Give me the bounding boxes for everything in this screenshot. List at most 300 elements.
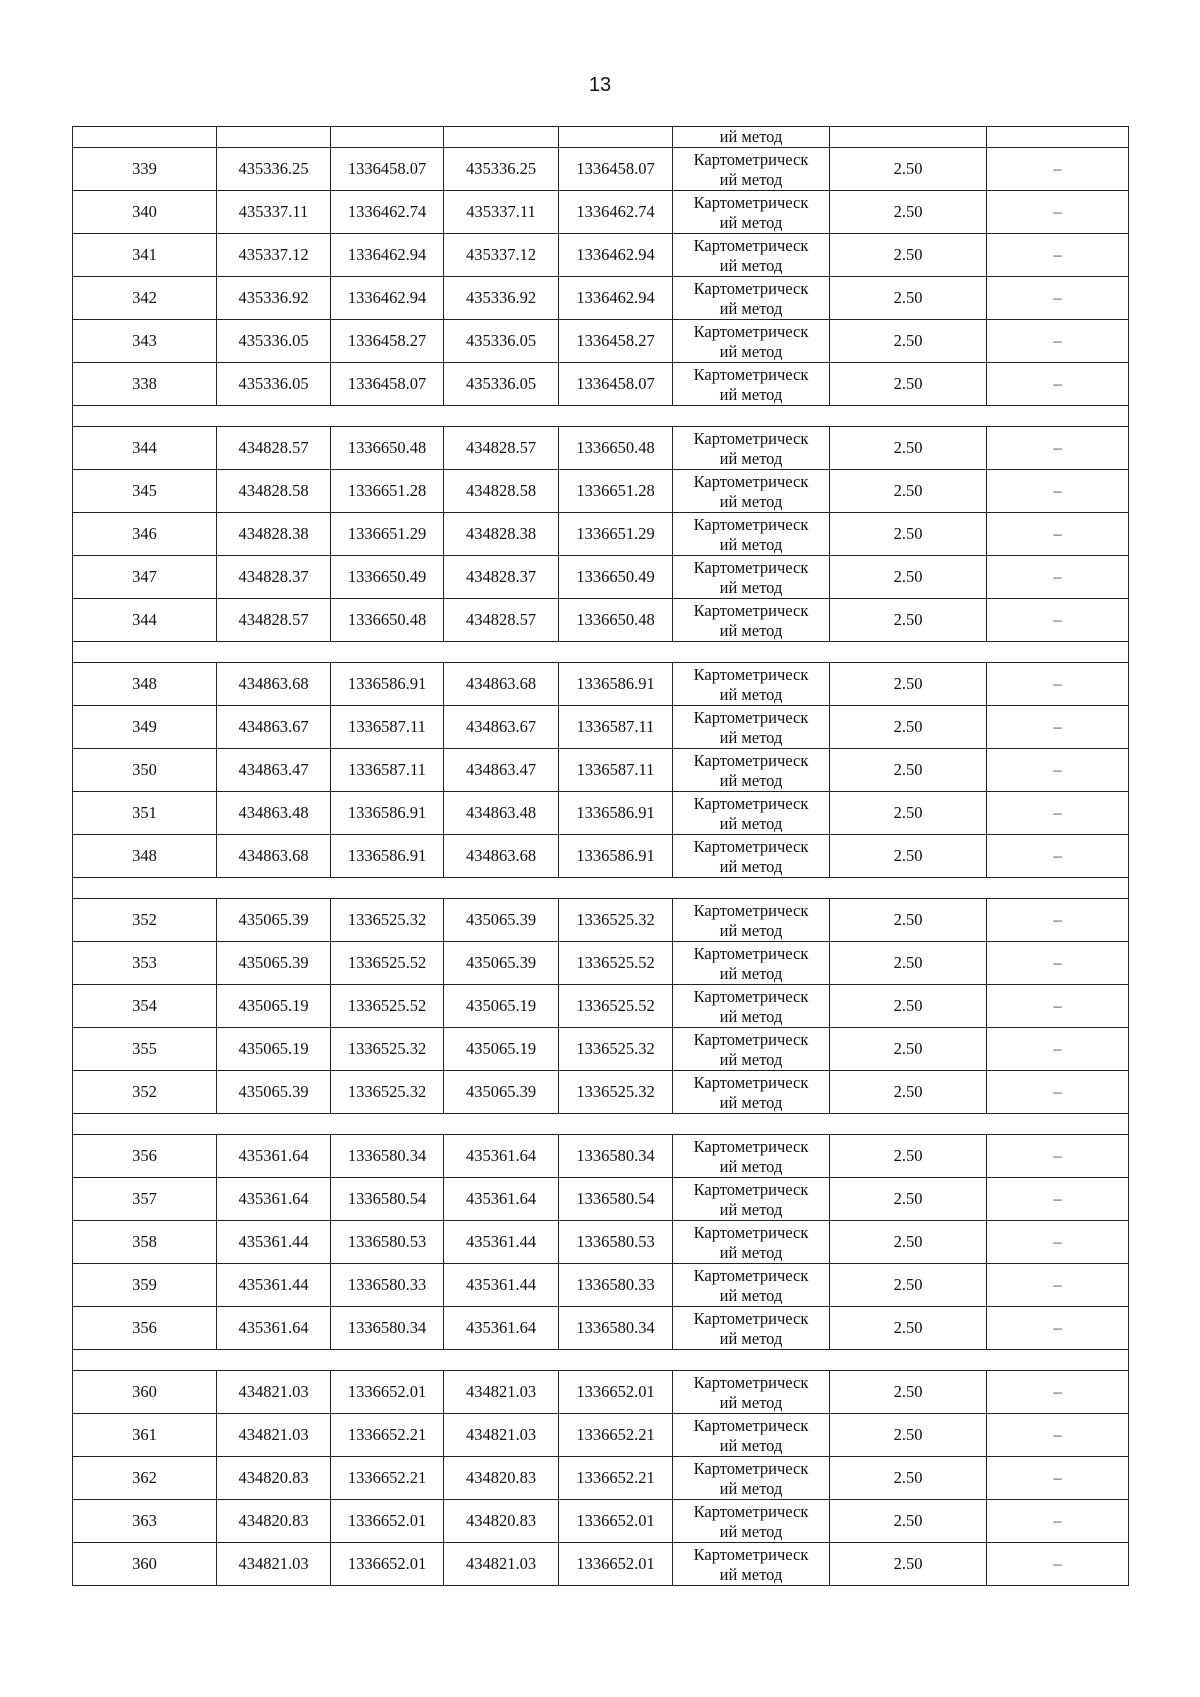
method-line-1: Картометрическ <box>693 192 809 212</box>
method-line-1: Картометрическ <box>693 986 809 1006</box>
cell-accuracy: 2.50 <box>830 470 987 513</box>
cell-note: – <box>987 320 1129 363</box>
method-line-1: Картометрическ <box>693 1222 809 1242</box>
cell-accuracy: 2.50 <box>830 148 987 191</box>
method-line-1: Картометрическ <box>693 278 809 298</box>
cell-x2: 435065.39 <box>444 942 559 985</box>
cell-method <box>673 899 830 942</box>
cell-x1: 434821.03 <box>217 1414 331 1457</box>
group-separator-row <box>73 878 1129 899</box>
cell-y1: 1336586.91 <box>331 835 444 878</box>
cell-x2: 434828.38 <box>444 513 559 556</box>
method-line-1: Картометрическ <box>693 943 809 963</box>
method-line-1: Картометрическ <box>693 793 809 813</box>
cell-x2: 434863.68 <box>444 835 559 878</box>
cell-y1: 1336652.01 <box>331 1371 444 1414</box>
method-line-1: Картометрическ <box>693 1372 809 1392</box>
cell-y2: 1336651.28 <box>559 470 673 513</box>
cell-accuracy: 2.50 <box>830 1414 987 1457</box>
cell-method <box>673 599 830 642</box>
cell-y2: 1336462.74 <box>559 191 673 234</box>
cell-point: 348 <box>73 835 217 878</box>
method-line-1: Картометрическ <box>693 364 809 384</box>
cell-note: – <box>987 556 1129 599</box>
cell-x2: 434820.83 <box>444 1457 559 1500</box>
cell-x2: 435337.12 <box>444 234 559 277</box>
cell-x1: 434863.47 <box>217 749 331 792</box>
cell-x1: 434863.68 <box>217 663 331 706</box>
method-line-1: Картометрическ <box>693 1072 809 1092</box>
table-row <box>73 985 1129 1028</box>
method-line-2: ий метод <box>719 1564 783 1584</box>
cell-point: 358 <box>73 1221 217 1264</box>
cell-x2: 434863.68 <box>444 663 559 706</box>
cell-y2: 1336462.94 <box>559 234 673 277</box>
cell-accuracy: 2.50 <box>830 942 987 985</box>
cell-x2: 435361.64 <box>444 1135 559 1178</box>
method-line-2: ий метод <box>719 534 783 554</box>
method-line-2: ий метод <box>719 341 783 361</box>
cell-accuracy: 2.50 <box>830 1264 987 1307</box>
cell-x2: 435336.92 <box>444 277 559 320</box>
method-line-2: ий метод <box>719 856 783 876</box>
cell-y1: 1336580.34 <box>331 1307 444 1350</box>
cell-x1: 435361.44 <box>217 1264 331 1307</box>
cell-x2: 435337.11 <box>444 191 559 234</box>
continued-cell <box>830 127 987 148</box>
cell-x1: 435065.19 <box>217 985 331 1028</box>
cell-y2: 1336652.01 <box>559 1371 673 1414</box>
table-row <box>73 513 1129 556</box>
cell-note: – <box>987 1264 1129 1307</box>
cell-x1: 434828.57 <box>217 599 331 642</box>
method-line-2: ий метод <box>719 298 783 318</box>
cell-note: – <box>987 1500 1129 1543</box>
cell-y2: 1336587.11 <box>559 749 673 792</box>
cell-accuracy: 2.50 <box>830 1371 987 1414</box>
cell-y2: 1336650.49 <box>559 556 673 599</box>
method-line-2: ий метод <box>719 1328 783 1348</box>
cell-x2: 434821.03 <box>444 1414 559 1457</box>
cell-y2: 1336525.32 <box>559 1071 673 1114</box>
cell-y2: 1336458.07 <box>559 148 673 191</box>
cell-y1: 1336580.54 <box>331 1178 444 1221</box>
table-row <box>73 1221 1129 1264</box>
cell-x1: 435337.12 <box>217 234 331 277</box>
cell-y2: 1336525.52 <box>559 942 673 985</box>
cell-y2: 1336587.11 <box>559 706 673 749</box>
cell-point: 361 <box>73 1414 217 1457</box>
cell-point: 354 <box>73 985 217 1028</box>
cell-point: 352 <box>73 1071 217 1114</box>
method-line-2: ий метод <box>719 384 783 404</box>
method-line-1: Картометрическ <box>693 1308 809 1328</box>
cell-point: 360 <box>73 1543 217 1586</box>
cell-method <box>673 1178 830 1221</box>
cell-x1: 434828.38 <box>217 513 331 556</box>
cell-note: – <box>987 1135 1129 1178</box>
cell-y2: 1336652.21 <box>559 1457 673 1500</box>
cell-x1: 435361.64 <box>217 1178 331 1221</box>
cell-y1: 1336650.49 <box>331 556 444 599</box>
cell-x1: 435336.25 <box>217 148 331 191</box>
cell-y2: 1336651.29 <box>559 513 673 556</box>
cell-point: 350 <box>73 749 217 792</box>
cell-x1: 434828.57 <box>217 427 331 470</box>
continued-cell <box>987 127 1129 148</box>
table-row <box>73 1457 1129 1500</box>
cell-y2: 1336462.94 <box>559 277 673 320</box>
continued-cell <box>331 127 444 148</box>
cell-method <box>673 363 830 406</box>
cell-y2: 1336580.33 <box>559 1264 673 1307</box>
cell-point: 363 <box>73 1500 217 1543</box>
method-line-2: ий метод <box>719 1156 783 1176</box>
table-row <box>73 899 1129 942</box>
method-line-2: ий метод <box>719 1285 783 1305</box>
cell-x2: 435065.39 <box>444 899 559 942</box>
cell-x2: 434863.48 <box>444 792 559 835</box>
cell-accuracy: 2.50 <box>830 1221 987 1264</box>
cell-y1: 1336652.21 <box>331 1414 444 1457</box>
page-number: 13 <box>588 74 612 96</box>
cell-method <box>673 320 830 363</box>
cell-x2: 435065.19 <box>444 985 559 1028</box>
table-row <box>73 1371 1129 1414</box>
group-separator-cell <box>73 642 1129 663</box>
cell-note: – <box>987 1457 1129 1500</box>
cell-y1: 1336580.53 <box>331 1221 444 1264</box>
cell-accuracy: 2.50 <box>830 1307 987 1350</box>
cell-y1: 1336587.11 <box>331 706 444 749</box>
cell-x1: 435065.39 <box>217 942 331 985</box>
cell-x2: 434863.67 <box>444 706 559 749</box>
table-row <box>73 663 1129 706</box>
cell-y1: 1336652.01 <box>331 1543 444 1586</box>
cell-y2: 1336458.27 <box>559 320 673 363</box>
cell-x2: 435361.44 <box>444 1221 559 1264</box>
cell-x2: 435361.64 <box>444 1178 559 1221</box>
cell-accuracy: 2.50 <box>830 899 987 942</box>
cell-method <box>673 1264 830 1307</box>
group-separator-row <box>73 1114 1129 1135</box>
cell-point: 356 <box>73 1135 217 1178</box>
method-line-1: Картометрическ <box>693 1415 809 1435</box>
table-row <box>73 556 1129 599</box>
cell-y1: 1336458.27 <box>331 320 444 363</box>
cell-point: 345 <box>73 470 217 513</box>
group-separator-cell <box>73 1350 1129 1371</box>
group-separator-row <box>73 1350 1129 1371</box>
cell-x1: 435361.44 <box>217 1221 331 1264</box>
table-row <box>73 1135 1129 1178</box>
cell-y2: 1336652.01 <box>559 1500 673 1543</box>
cell-method <box>673 749 830 792</box>
method-line-2: ий метод <box>719 212 783 232</box>
method-line-1: Картометрическ <box>693 836 809 856</box>
cell-x2: 434821.03 <box>444 1543 559 1586</box>
cell-method <box>673 1071 830 1114</box>
cell-accuracy: 2.50 <box>830 792 987 835</box>
cell-x1: 434863.68 <box>217 835 331 878</box>
cell-note: – <box>987 899 1129 942</box>
cell-point: 340 <box>73 191 217 234</box>
cell-method <box>673 556 830 599</box>
table-row <box>73 942 1129 985</box>
cell-y1: 1336580.34 <box>331 1135 444 1178</box>
cell-y1: 1336462.94 <box>331 234 444 277</box>
cell-note: – <box>987 470 1129 513</box>
cell-note: – <box>987 1307 1129 1350</box>
method-line-2: ий метод <box>719 169 783 189</box>
method-line-2: ий метод <box>719 1006 783 1026</box>
cell-x1: 434821.03 <box>217 1543 331 1586</box>
cell-point: 355 <box>73 1028 217 1071</box>
method-line-2: ий метод <box>719 770 783 790</box>
method-line-2: ий метод <box>719 255 783 275</box>
continued-cell <box>217 127 331 148</box>
table-row <box>73 148 1129 191</box>
table-row <box>73 1543 1129 1586</box>
cell-note: – <box>987 1178 1129 1221</box>
cell-y2: 1336525.32 <box>559 899 673 942</box>
cell-y2: 1336652.21 <box>559 1414 673 1457</box>
method-line-2: ий метод <box>719 684 783 704</box>
continued-method-cell: ий метод <box>673 127 830 148</box>
cell-accuracy: 2.50 <box>830 556 987 599</box>
cell-note: – <box>987 148 1129 191</box>
cell-accuracy: 2.50 <box>830 985 987 1028</box>
cell-y1: 1336458.07 <box>331 363 444 406</box>
cell-y2: 1336652.01 <box>559 1543 673 1586</box>
cell-method <box>673 470 830 513</box>
cell-y1: 1336651.28 <box>331 470 444 513</box>
cell-y1: 1336587.11 <box>331 749 444 792</box>
cell-accuracy: 2.50 <box>830 1543 987 1586</box>
cell-method <box>673 1028 830 1071</box>
cell-x1: 434828.58 <box>217 470 331 513</box>
cell-accuracy: 2.50 <box>830 1028 987 1071</box>
group-separator-row <box>73 406 1129 427</box>
cell-point: 352 <box>73 899 217 942</box>
cell-note: – <box>987 942 1129 985</box>
method-line-1: Картометрическ <box>693 321 809 341</box>
method-line-2: ий метод <box>719 1049 783 1069</box>
continued-cell <box>444 127 559 148</box>
cell-y1: 1336525.52 <box>331 942 444 985</box>
method-line-1: Картометрическ <box>693 557 809 577</box>
method-line-2: ий метод <box>719 1478 783 1498</box>
table-row <box>73 234 1129 277</box>
method-line-1: Картометрическ <box>693 1458 809 1478</box>
continued-row <box>73 127 1129 148</box>
cell-y1: 1336525.32 <box>331 1028 444 1071</box>
cell-accuracy: 2.50 <box>830 277 987 320</box>
table-row <box>73 706 1129 749</box>
method-line-1: Картометрическ <box>693 664 809 684</box>
method-line-1: Картометрическ <box>693 1544 809 1564</box>
group-separator-cell <box>73 406 1129 427</box>
cell-accuracy: 2.50 <box>830 1135 987 1178</box>
cell-point: 359 <box>73 1264 217 1307</box>
method-line-1: Картометрическ <box>693 1029 809 1049</box>
cell-x1: 434821.03 <box>217 1371 331 1414</box>
cell-note: – <box>987 234 1129 277</box>
cell-x1: 434863.48 <box>217 792 331 835</box>
cell-x1: 435336.92 <box>217 277 331 320</box>
cell-x1: 435065.39 <box>217 1071 331 1114</box>
method-line-1: Картометрическ <box>693 900 809 920</box>
cell-x2: 435336.05 <box>444 363 559 406</box>
cell-method <box>673 1543 830 1586</box>
cell-x2: 434828.37 <box>444 556 559 599</box>
cell-y2: 1336525.52 <box>559 985 673 1028</box>
cell-y1: 1336462.94 <box>331 277 444 320</box>
cell-x1: 434828.37 <box>217 556 331 599</box>
cell-note: – <box>987 1221 1129 1264</box>
method-line-2: ий метод <box>719 491 783 511</box>
cell-note: – <box>987 835 1129 878</box>
cell-point: 343 <box>73 320 217 363</box>
cell-x2: 435065.19 <box>444 1028 559 1071</box>
cell-method <box>673 1414 830 1457</box>
cell-accuracy: 2.50 <box>830 513 987 556</box>
cell-x2: 434828.57 <box>444 427 559 470</box>
cell-note: – <box>987 599 1129 642</box>
cell-y1: 1336525.32 <box>331 1071 444 1114</box>
method-line-1: Картометрическ <box>693 1179 809 1199</box>
table-row <box>73 1178 1129 1221</box>
cell-y2: 1336586.91 <box>559 792 673 835</box>
cell-accuracy: 2.50 <box>830 363 987 406</box>
cell-accuracy: 2.50 <box>830 663 987 706</box>
cell-y1: 1336586.91 <box>331 663 444 706</box>
method-line-1: Картометрическ <box>693 514 809 534</box>
method-line-2: ий метод <box>719 620 783 640</box>
cell-point: 357 <box>73 1178 217 1221</box>
continued-cell <box>559 127 673 148</box>
cell-accuracy: 2.50 <box>830 1457 987 1500</box>
cell-method <box>673 942 830 985</box>
cell-y1: 1336652.01 <box>331 1500 444 1543</box>
table-row <box>73 599 1129 642</box>
cell-method <box>673 277 830 320</box>
cell-note: – <box>987 277 1129 320</box>
cell-x1: 434863.67 <box>217 706 331 749</box>
cell-method <box>673 1371 830 1414</box>
cell-method <box>673 1221 830 1264</box>
cell-note: – <box>987 513 1129 556</box>
cell-point: 349 <box>73 706 217 749</box>
method-line-2: ий метод <box>719 920 783 940</box>
cell-x1: 434820.83 <box>217 1500 331 1543</box>
cell-y1: 1336458.07 <box>331 148 444 191</box>
cell-y1: 1336525.52 <box>331 985 444 1028</box>
cell-accuracy: 2.50 <box>830 320 987 363</box>
method-line-1: Картометрическ <box>693 471 809 491</box>
cell-note: – <box>987 1371 1129 1414</box>
table-row <box>73 749 1129 792</box>
cell-y1: 1336650.48 <box>331 427 444 470</box>
cell-method <box>673 427 830 470</box>
cell-note: – <box>987 191 1129 234</box>
cell-point: 348 <box>73 663 217 706</box>
table-row <box>73 191 1129 234</box>
table-row <box>73 1414 1129 1457</box>
cell-note: – <box>987 985 1129 1028</box>
method-line-1: Картометрическ <box>693 149 809 169</box>
table-row <box>73 1028 1129 1071</box>
cell-method <box>673 663 830 706</box>
cell-note: – <box>987 749 1129 792</box>
cell-method <box>673 835 830 878</box>
method-line-1: Картометрическ <box>693 1136 809 1156</box>
cell-point: 362 <box>73 1457 217 1500</box>
method-line-2: ий метод <box>719 1435 783 1455</box>
cell-y2: 1336580.54 <box>559 1178 673 1221</box>
cell-y2: 1336580.34 <box>559 1307 673 1350</box>
cell-note: – <box>987 1071 1129 1114</box>
cell-accuracy: 2.50 <box>830 1178 987 1221</box>
cell-note: – <box>987 706 1129 749</box>
coordinates-table <box>72 126 1129 1586</box>
cell-accuracy: 2.50 <box>830 1071 987 1114</box>
cell-note: – <box>987 792 1129 835</box>
cell-x2: 434820.83 <box>444 1500 559 1543</box>
table-row <box>73 320 1129 363</box>
method-line-2: ий метод <box>719 1392 783 1412</box>
method-line-2: ий метод <box>719 1092 783 1112</box>
cell-y2: 1336586.91 <box>559 663 673 706</box>
cell-accuracy: 2.50 <box>830 1500 987 1543</box>
method-line-2: ий метод <box>719 1199 783 1219</box>
cell-x2: 434828.57 <box>444 599 559 642</box>
cell-note: – <box>987 363 1129 406</box>
cell-point: 353 <box>73 942 217 985</box>
method-line-1: Картометрическ <box>693 1501 809 1521</box>
cell-x2: 435361.64 <box>444 1307 559 1350</box>
cell-note: – <box>987 1414 1129 1457</box>
table-row <box>73 1307 1129 1350</box>
group-separator-cell <box>73 1114 1129 1135</box>
cell-y2: 1336580.34 <box>559 1135 673 1178</box>
cell-accuracy: 2.50 <box>830 427 987 470</box>
cell-method <box>673 513 830 556</box>
cell-x2: 434821.03 <box>444 1371 559 1414</box>
method-line-2: ий метод <box>719 727 783 747</box>
cell-point: 346 <box>73 513 217 556</box>
cell-x1: 435065.19 <box>217 1028 331 1071</box>
method-line-2: ий метод <box>719 1242 783 1262</box>
cell-y2: 1336650.48 <box>559 427 673 470</box>
cell-accuracy: 2.50 <box>830 706 987 749</box>
cell-x1: 435361.64 <box>217 1307 331 1350</box>
cell-method <box>673 234 830 277</box>
table-row <box>73 277 1129 320</box>
cell-point: 342 <box>73 277 217 320</box>
cell-method <box>673 148 830 191</box>
cell-point: 356 <box>73 1307 217 1350</box>
cell-method <box>673 1307 830 1350</box>
table-row <box>73 835 1129 878</box>
table-row <box>73 470 1129 513</box>
continued-cell <box>73 127 217 148</box>
group-separator-cell <box>73 878 1129 899</box>
cell-method <box>673 1135 830 1178</box>
cell-x2: 435361.44 <box>444 1264 559 1307</box>
cell-x1: 435337.11 <box>217 191 331 234</box>
table-row <box>73 427 1129 470</box>
